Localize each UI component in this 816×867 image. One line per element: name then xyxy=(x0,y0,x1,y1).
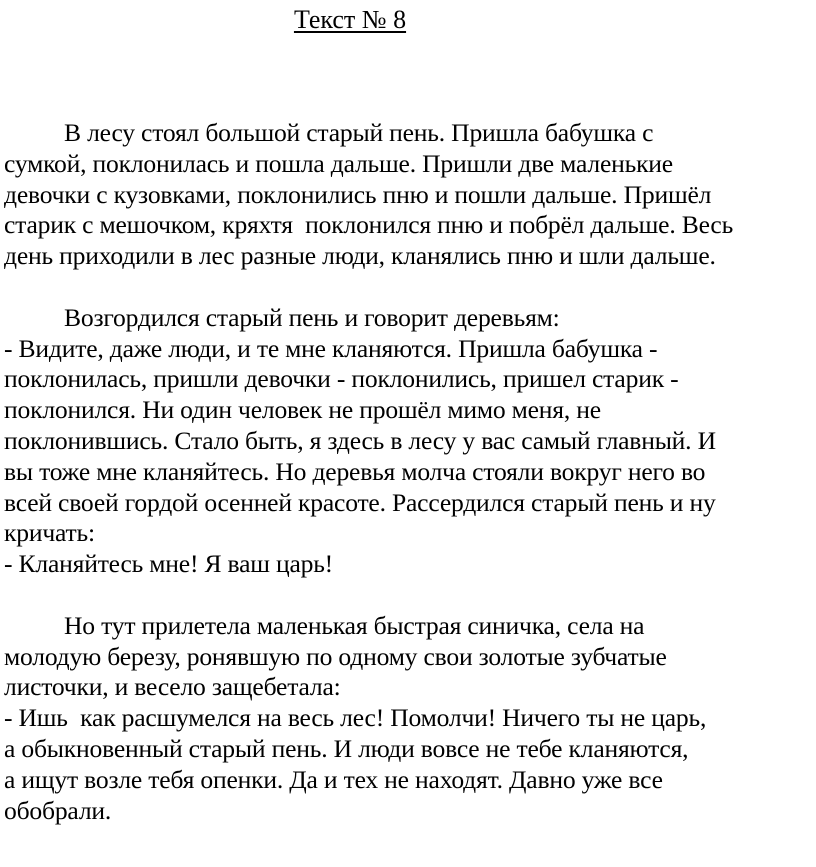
paragraph-line: поклонившись. Стало быть, я здесь в лесу у вас самый главный. И xyxy=(4,425,716,455)
paragraph-3 xyxy=(4,611,816,827)
paragraph-line: кричать: xyxy=(4,518,95,548)
paragraph-line: всей своей гордой осенней красоте. Рассердился старый пень и ну xyxy=(4,487,716,517)
paragraph-line: сумкой, поклонилась и пошла дальше. Пришли две маленькие xyxy=(4,148,673,178)
paragraph-line: Но тут прилетела маленькая быстрая синичка, села на xyxy=(64,610,645,640)
paragraph-line: поклонилась, пришли девочки - поклонились, пришел старик - xyxy=(4,364,679,394)
paragraph-line: девочки с кузовками, поклонились пню и пошли дальше. Пришёл xyxy=(4,179,712,209)
paragraph-spacer xyxy=(4,272,816,303)
document-body xyxy=(4,118,816,826)
paragraph-line: поклонился. Ни один человек не прошёл мимо меня, не xyxy=(4,395,601,425)
paragraph-2 xyxy=(4,303,816,580)
paragraph-line: старик с мешочком, кряхтя поклонился пню и побрёл дальше. Весь xyxy=(4,210,734,240)
paragraph-line: - Видите, даже люди, и те мне кланяются. Пришла бабушка - xyxy=(4,333,658,363)
paragraph-line: листочки, и весело защебетала: xyxy=(4,672,341,702)
paragraph-line: а обыкновенный старый пень. И люди вовсе не тебе кланяются, xyxy=(4,733,689,763)
paragraph-line: вы тоже мне кланяйтесь. Но деревья молча стояли вокруг него во xyxy=(4,456,706,486)
paragraph-line: - Кланяйтесь мне! Я ваш царь! xyxy=(4,549,334,579)
document-title: Текст № 8 xyxy=(293,5,407,34)
paragraph-line: обобрали. xyxy=(4,795,112,825)
paragraph-spacer xyxy=(4,580,816,611)
paragraph-line: - Ишь как расшумелся на весь лес! Помолчи! Ничего ты не царь, xyxy=(4,703,707,733)
paragraph-1 xyxy=(4,118,816,272)
paragraph-line: день приходили в лес разные люди, кланялись пню и шли дальше. xyxy=(4,241,716,271)
paragraph-line: Возгордился старый пень и говорит деревьям: xyxy=(64,302,560,332)
paragraph-line: а ищут возле тебя опенки. Да и тех не находят. Давно уже все xyxy=(4,764,663,794)
paragraph-line: молодую березу, ронявшую по одному свои золотые зубчатые xyxy=(4,641,667,671)
paragraph-line: В лесу стоял большой старый пень. Пришла бабушка с xyxy=(64,118,654,147)
